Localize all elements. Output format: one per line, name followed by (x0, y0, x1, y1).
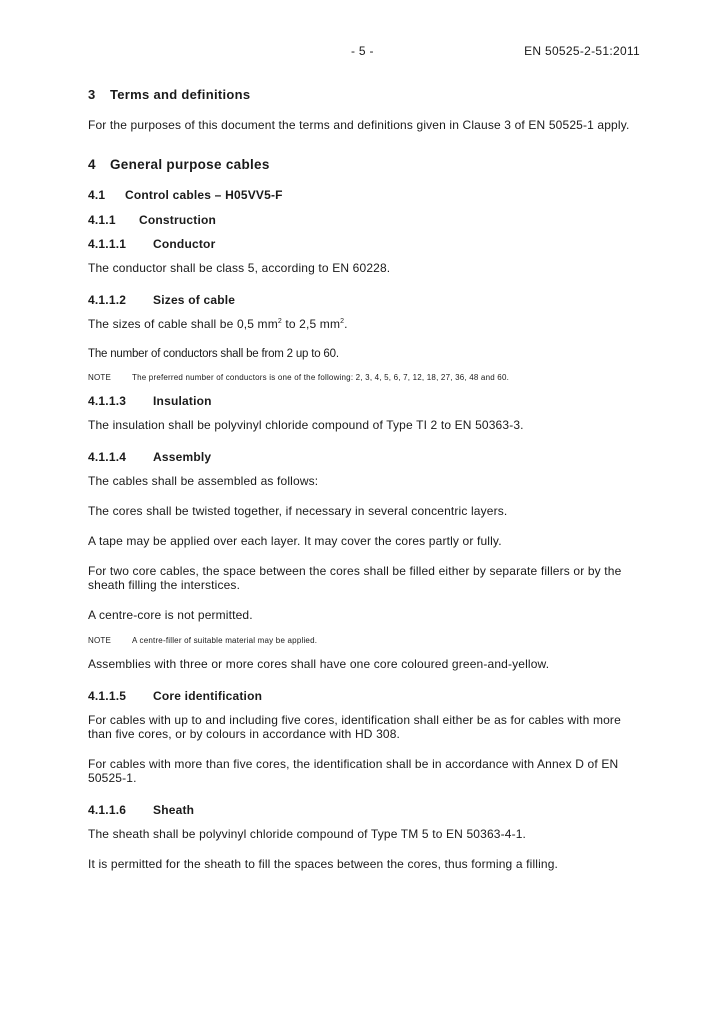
section-number: 4.1 (88, 188, 106, 202)
page-number: - 5 - (351, 44, 374, 58)
section-title: Sheath (153, 803, 195, 817)
section-number: 4.1.1 (88, 213, 116, 227)
section-4-1-1-2-heading (88, 293, 640, 307)
section-4-1-1-6-heading (88, 803, 640, 817)
conductor-text: The conductor shall be class 5, according to EN 60228. (88, 261, 391, 275)
section-number: 4.1.1.1 (88, 237, 127, 251)
superscript: 2 (277, 318, 282, 325)
superscript: 2 (340, 318, 345, 325)
section-title: Insulation (153, 394, 212, 408)
section-number: 4.1.1.6 (88, 803, 127, 817)
conductors-count-text: The number of conductors shall be from 2 up to 60. (88, 348, 339, 360)
assembly-colour-text: Assemblies with three or more cores shall have one core coloured green-and-yellow. (88, 657, 550, 671)
note-text: A centre-filler of suitable material may be applied. (132, 636, 318, 645)
assembly-paragraph: The cores shall be twisted together, if necessary in several concentric layers. (88, 504, 508, 518)
section-number: 4.1.1.2 (88, 293, 127, 307)
section-3-text: For the purposes of this document the terms and definitions given in Clause 3 of EN 50525-1 apply. (88, 118, 630, 132)
section-number: 4.1.1.4 (88, 450, 127, 464)
document-body (88, 87, 640, 884)
assembly-paragraph: For two core cables, the space between the cores shall be filled either by separate fillers or by the sheath filling the interstices. (88, 564, 622, 592)
section-4-1-1-heading (88, 213, 640, 227)
section-number: 4.1.1.3 (88, 394, 127, 408)
section-title: Assembly (153, 450, 212, 464)
insulation-text: The insulation shall be polyvinyl chloride compound of Type TI 2 to EN 50363-3. (88, 418, 524, 432)
section-title: Control cables – H05VV5-F (125, 188, 283, 202)
sizes-text-b: to 2,5 mm (281, 317, 341, 331)
section-title: Core identification (153, 689, 263, 703)
document-id: EN 50525-2-51:2011 (524, 44, 640, 58)
section-4-1-1-5-heading (88, 689, 640, 703)
section-4-1-1-4-heading (88, 450, 640, 464)
assembly-paragraph: A tape may be applied over each layer. It may cover the cores partly or fully. (88, 534, 502, 548)
sheath-paragraph: It is permitted for the sheath to fill the spaces between the cores, thus forming a filling. (88, 857, 559, 871)
core-id-paragraph: For cables with up to and including five cores, identification shall either be as for cables with more than five cores, or by colours in accordance with HD 308. (88, 713, 621, 741)
sizes-text-a: The sizes of cable shall be 0,5 mm (88, 317, 278, 331)
note-centre-filler (88, 636, 640, 645)
section-title: Sizes of cable (153, 293, 236, 307)
assembly-paragraph: The cables shall be assembled as follows: (88, 474, 319, 488)
section-title: General purpose cables (110, 157, 270, 172)
section-4-1-1-1-heading (88, 237, 640, 251)
note-text: The preferred number of conductors is one of the following: 2, 3, 4, 5, 6, 7, 12, 18, 27, 36, 48 and 60. (132, 373, 510, 382)
note-conductors (88, 373, 640, 382)
sizes-text-c: . (344, 317, 348, 331)
section-title: Conductor (153, 237, 216, 251)
core-id-paragraph: For cables with more than five cores, the identification shall be in accordance with Annex D of EN 50525-1. (88, 757, 619, 785)
section-3-heading (88, 87, 640, 102)
note-label: NOTE (88, 373, 112, 382)
section-4-1-heading (88, 188, 640, 202)
note-label: NOTE (88, 636, 112, 645)
section-number: 3 (88, 87, 96, 102)
section-4-heading (88, 157, 640, 172)
section-title: Terms and definitions (110, 87, 251, 102)
section-number: 4 (88, 157, 96, 172)
section-title: Construction (139, 213, 217, 227)
section-4-1-1-3-heading (88, 394, 640, 408)
sizes-text (88, 317, 640, 331)
sheath-paragraph: The sheath shall be polyvinyl chloride compound of Type TM 5 to EN 50363-4-1. (88, 827, 527, 841)
section-number: 4.1.1.5 (88, 689, 127, 703)
assembly-paragraph: A centre-core is not permitted. (88, 608, 253, 622)
